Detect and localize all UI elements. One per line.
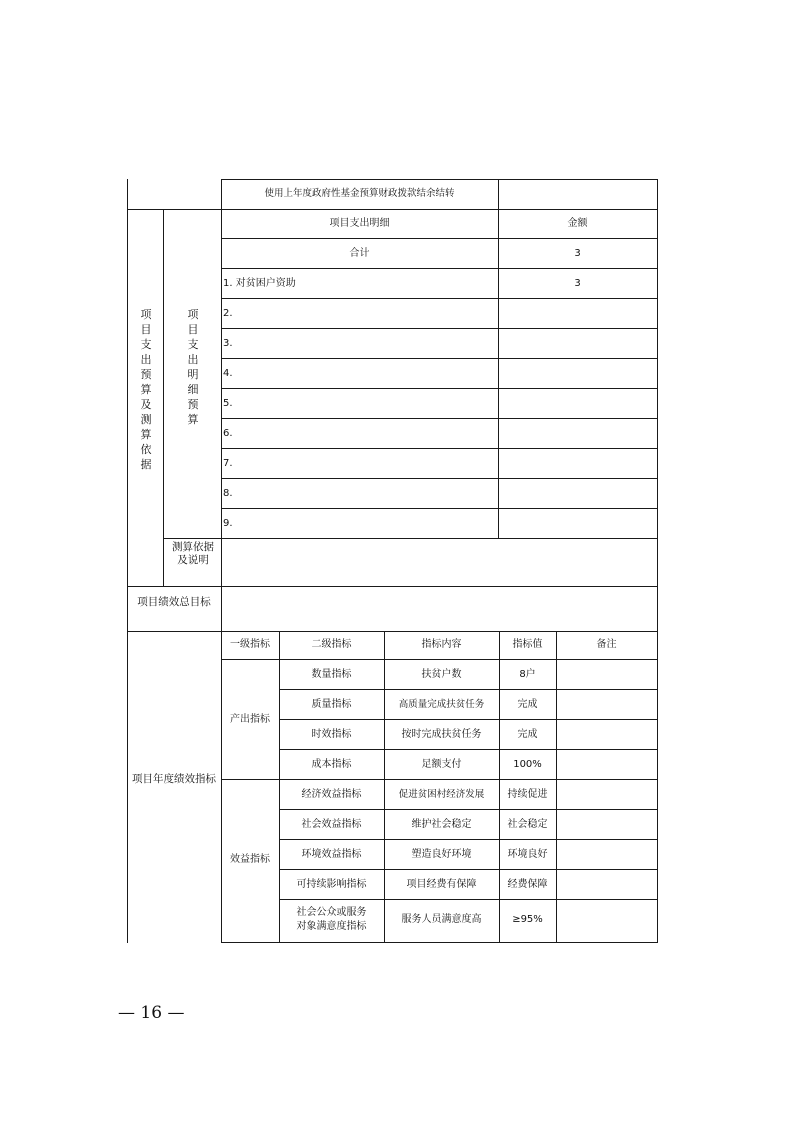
ind-content: 促进贫困村经济发展 <box>398 789 485 800</box>
group-output-label: 产出指标 <box>230 714 270 725</box>
budget-row-item: 3. <box>223 338 233 349</box>
ind-content: 高质量完成扶贫任务 <box>398 699 485 710</box>
col-header-item: 项目支出明细 <box>329 218 390 229</box>
total-label: 合计 <box>349 248 370 259</box>
ind-level2-line2: 对象满意度指标 <box>296 921 367 932</box>
group-benefit-label: 效益指标 <box>230 854 270 865</box>
budget-row-item: 8. <box>223 488 233 499</box>
ind-content: 扶贫户数 <box>421 669 462 680</box>
ind-level2: 经济效益指标 <box>301 789 362 800</box>
ind-value: 经费保障 <box>507 879 548 890</box>
ind-value: 100% <box>513 759 542 770</box>
budget-outer-label: 项目支出预算及测算依据 <box>140 308 152 471</box>
ind-content: 项目经费有保障 <box>406 879 477 890</box>
goal-label: 项目绩效总目标 <box>137 596 211 608</box>
budget-inner-label: 项目支出明细预算 <box>187 308 199 426</box>
budget-row-item: 9. <box>223 518 233 529</box>
ind-value: 完成 <box>517 699 538 710</box>
ind-content: 服务人员满意度高 <box>401 914 482 925</box>
ind-header-level1: 一级指标 <box>230 639 270 650</box>
header-row-label: 使用上年度政府性基金预算财政拨款结余结转 <box>264 188 455 199</box>
ind-header-level2: 二级指标 <box>311 639 352 650</box>
ind-level2: 质量指标 <box>311 699 352 710</box>
ind-level2: 时效指标 <box>311 729 352 740</box>
ind-value: ≥95% <box>512 914 543 925</box>
budget-row-item: 7. <box>223 458 233 469</box>
ind-content: 足额支付 <box>421 759 462 770</box>
ind-content: 维护社会稳定 <box>411 819 472 830</box>
ind-level2: 成本指标 <box>311 759 352 770</box>
ind-content: 按时完成扶贫任务 <box>401 729 482 740</box>
indicators-section-label: 项目年度绩效指标 <box>132 773 216 785</box>
ind-header-content: 指标内容 <box>421 639 462 650</box>
budget-row-amount: 3 <box>574 278 581 289</box>
page-number: — 16 — <box>118 1003 185 1023</box>
ind-value: 持续促进 <box>507 789 548 800</box>
ind-level2: 社会效益指标 <box>301 819 362 830</box>
ind-level2: 可持续影响指标 <box>296 879 367 890</box>
ind-level2-line1: 社会公众或服务 <box>296 907 367 918</box>
budget-row-item: 2. <box>223 308 233 319</box>
ind-value: 社会稳定 <box>507 819 548 830</box>
total-value: 3 <box>574 248 581 259</box>
budget-row-item: 6. <box>223 428 233 439</box>
col-header-amount: 金额 <box>567 218 588 229</box>
ind-header-value: 指标值 <box>512 639 543 650</box>
ind-content: 塑造良好环境 <box>411 849 472 860</box>
ind-value: 8户 <box>519 669 536 680</box>
ind-level2: 数量指标 <box>311 669 352 680</box>
budget-row-item: 4. <box>223 368 233 379</box>
ind-value: 环境良好 <box>507 849 548 860</box>
budget-row-item: 1. 对贫困户资助 <box>223 278 296 289</box>
ind-value: 完成 <box>517 729 538 740</box>
basis-label: 测算依据及说明 <box>172 541 214 566</box>
ind-header-note: 备注 <box>596 639 617 650</box>
budget-row-item: 5. <box>223 398 233 409</box>
ind-level2: 环境效益指标 <box>301 849 362 860</box>
